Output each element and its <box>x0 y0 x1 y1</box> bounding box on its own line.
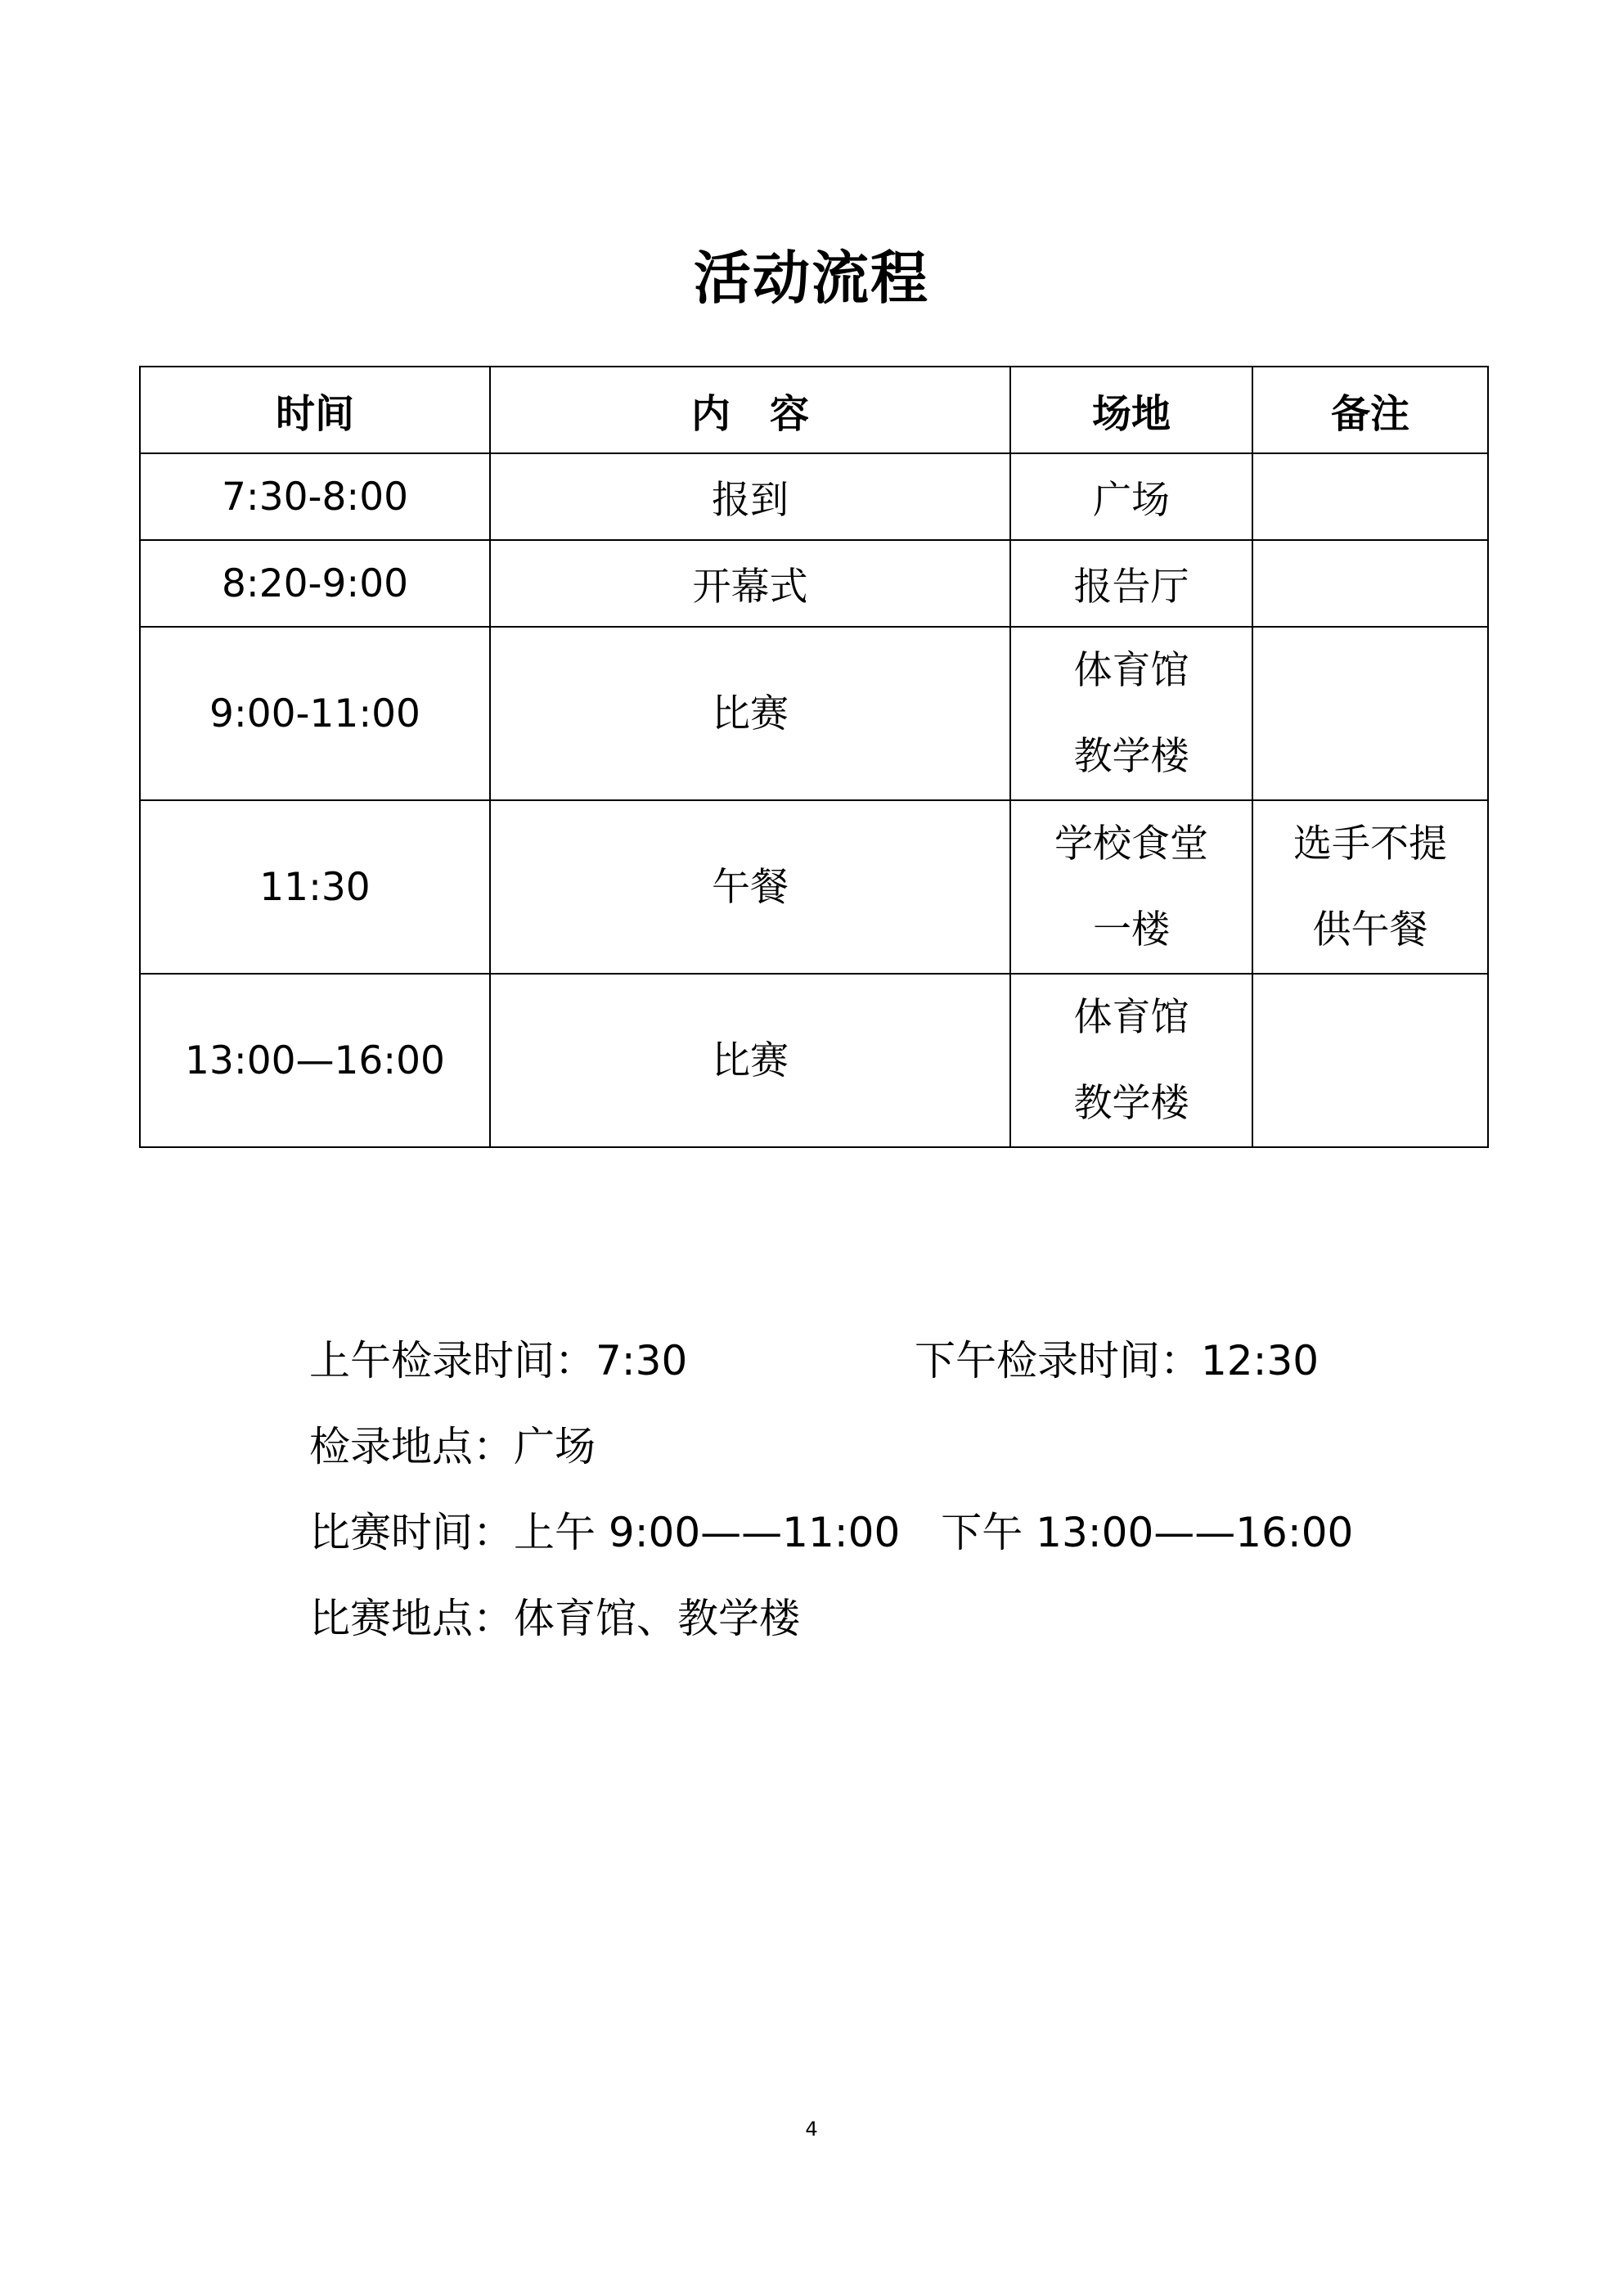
cell-time: 9:00-11:00 <box>140 627 490 800</box>
cell-venue <box>1010 453 1252 540</box>
table-row <box>140 453 1488 540</box>
note-line: 选手不提 <box>1293 822 1447 867</box>
cell-venue <box>1010 627 1252 800</box>
cell-note <box>1252 974 1488 1147</box>
match-time: 比赛时间：上午 9:00——11:00 下午 13:00——16:00 <box>309 1509 1354 1556</box>
cell-time: 8:20-9:00 <box>140 540 490 627</box>
cell-note <box>1252 800 1488 974</box>
table-row <box>140 540 1488 627</box>
cell-time: 7:30-8:00 <box>140 453 490 540</box>
afternoon-checkin-time: 下午检录时间：12:30 <box>915 1337 1320 1384</box>
table-row <box>140 974 1488 1147</box>
table-header-row <box>140 367 1488 453</box>
cell-venue <box>1010 540 1252 627</box>
schedule-table <box>139 366 1489 1148</box>
venue-line: 一楼 <box>1093 907 1170 952</box>
morning-checkin-time: 上午检录时间：7:30 <box>309 1337 688 1384</box>
table-row <box>140 627 1488 800</box>
venue-line: 广场 <box>1093 477 1170 523</box>
header-note: 备注 <box>1252 367 1488 453</box>
venue-line: 教学楼 <box>1073 1081 1189 1126</box>
cell-venue <box>1010 974 1252 1147</box>
cell-time: 13:00—16:00 <box>140 974 490 1147</box>
page-title: 活动流程 <box>694 245 929 312</box>
header-venue: 场地 <box>1010 367 1252 453</box>
cell-content: 午餐 <box>490 800 1010 974</box>
cell-content: 报到 <box>490 453 1010 540</box>
match-location: 比赛地点：体育馆、教学楼 <box>309 1595 800 1642</box>
header-content: 内 容 <box>490 367 1010 453</box>
page-number: 4 <box>805 2118 818 2141</box>
venue-line: 体育馆 <box>1073 648 1189 693</box>
cell-note <box>1252 453 1488 540</box>
cell-content: 比赛 <box>490 974 1010 1147</box>
cell-content: 比赛 <box>490 627 1010 800</box>
cell-venue <box>1010 800 1252 974</box>
table-row <box>140 800 1488 974</box>
note-line: 供午餐 <box>1312 907 1428 952</box>
cell-content: 开幕式 <box>490 540 1010 627</box>
cell-note <box>1252 627 1488 800</box>
venue-line: 教学楼 <box>1073 734 1189 779</box>
header-time: 时间 <box>140 367 490 453</box>
cell-note <box>1252 540 1488 627</box>
venue-line: 报告厅 <box>1073 564 1189 610</box>
cell-time: 11:30 <box>140 800 490 974</box>
venue-line: 体育馆 <box>1073 995 1189 1040</box>
venue-line: 学校食堂 <box>1054 822 1208 867</box>
checkin-location: 检录地点：广场 <box>309 1423 596 1470</box>
